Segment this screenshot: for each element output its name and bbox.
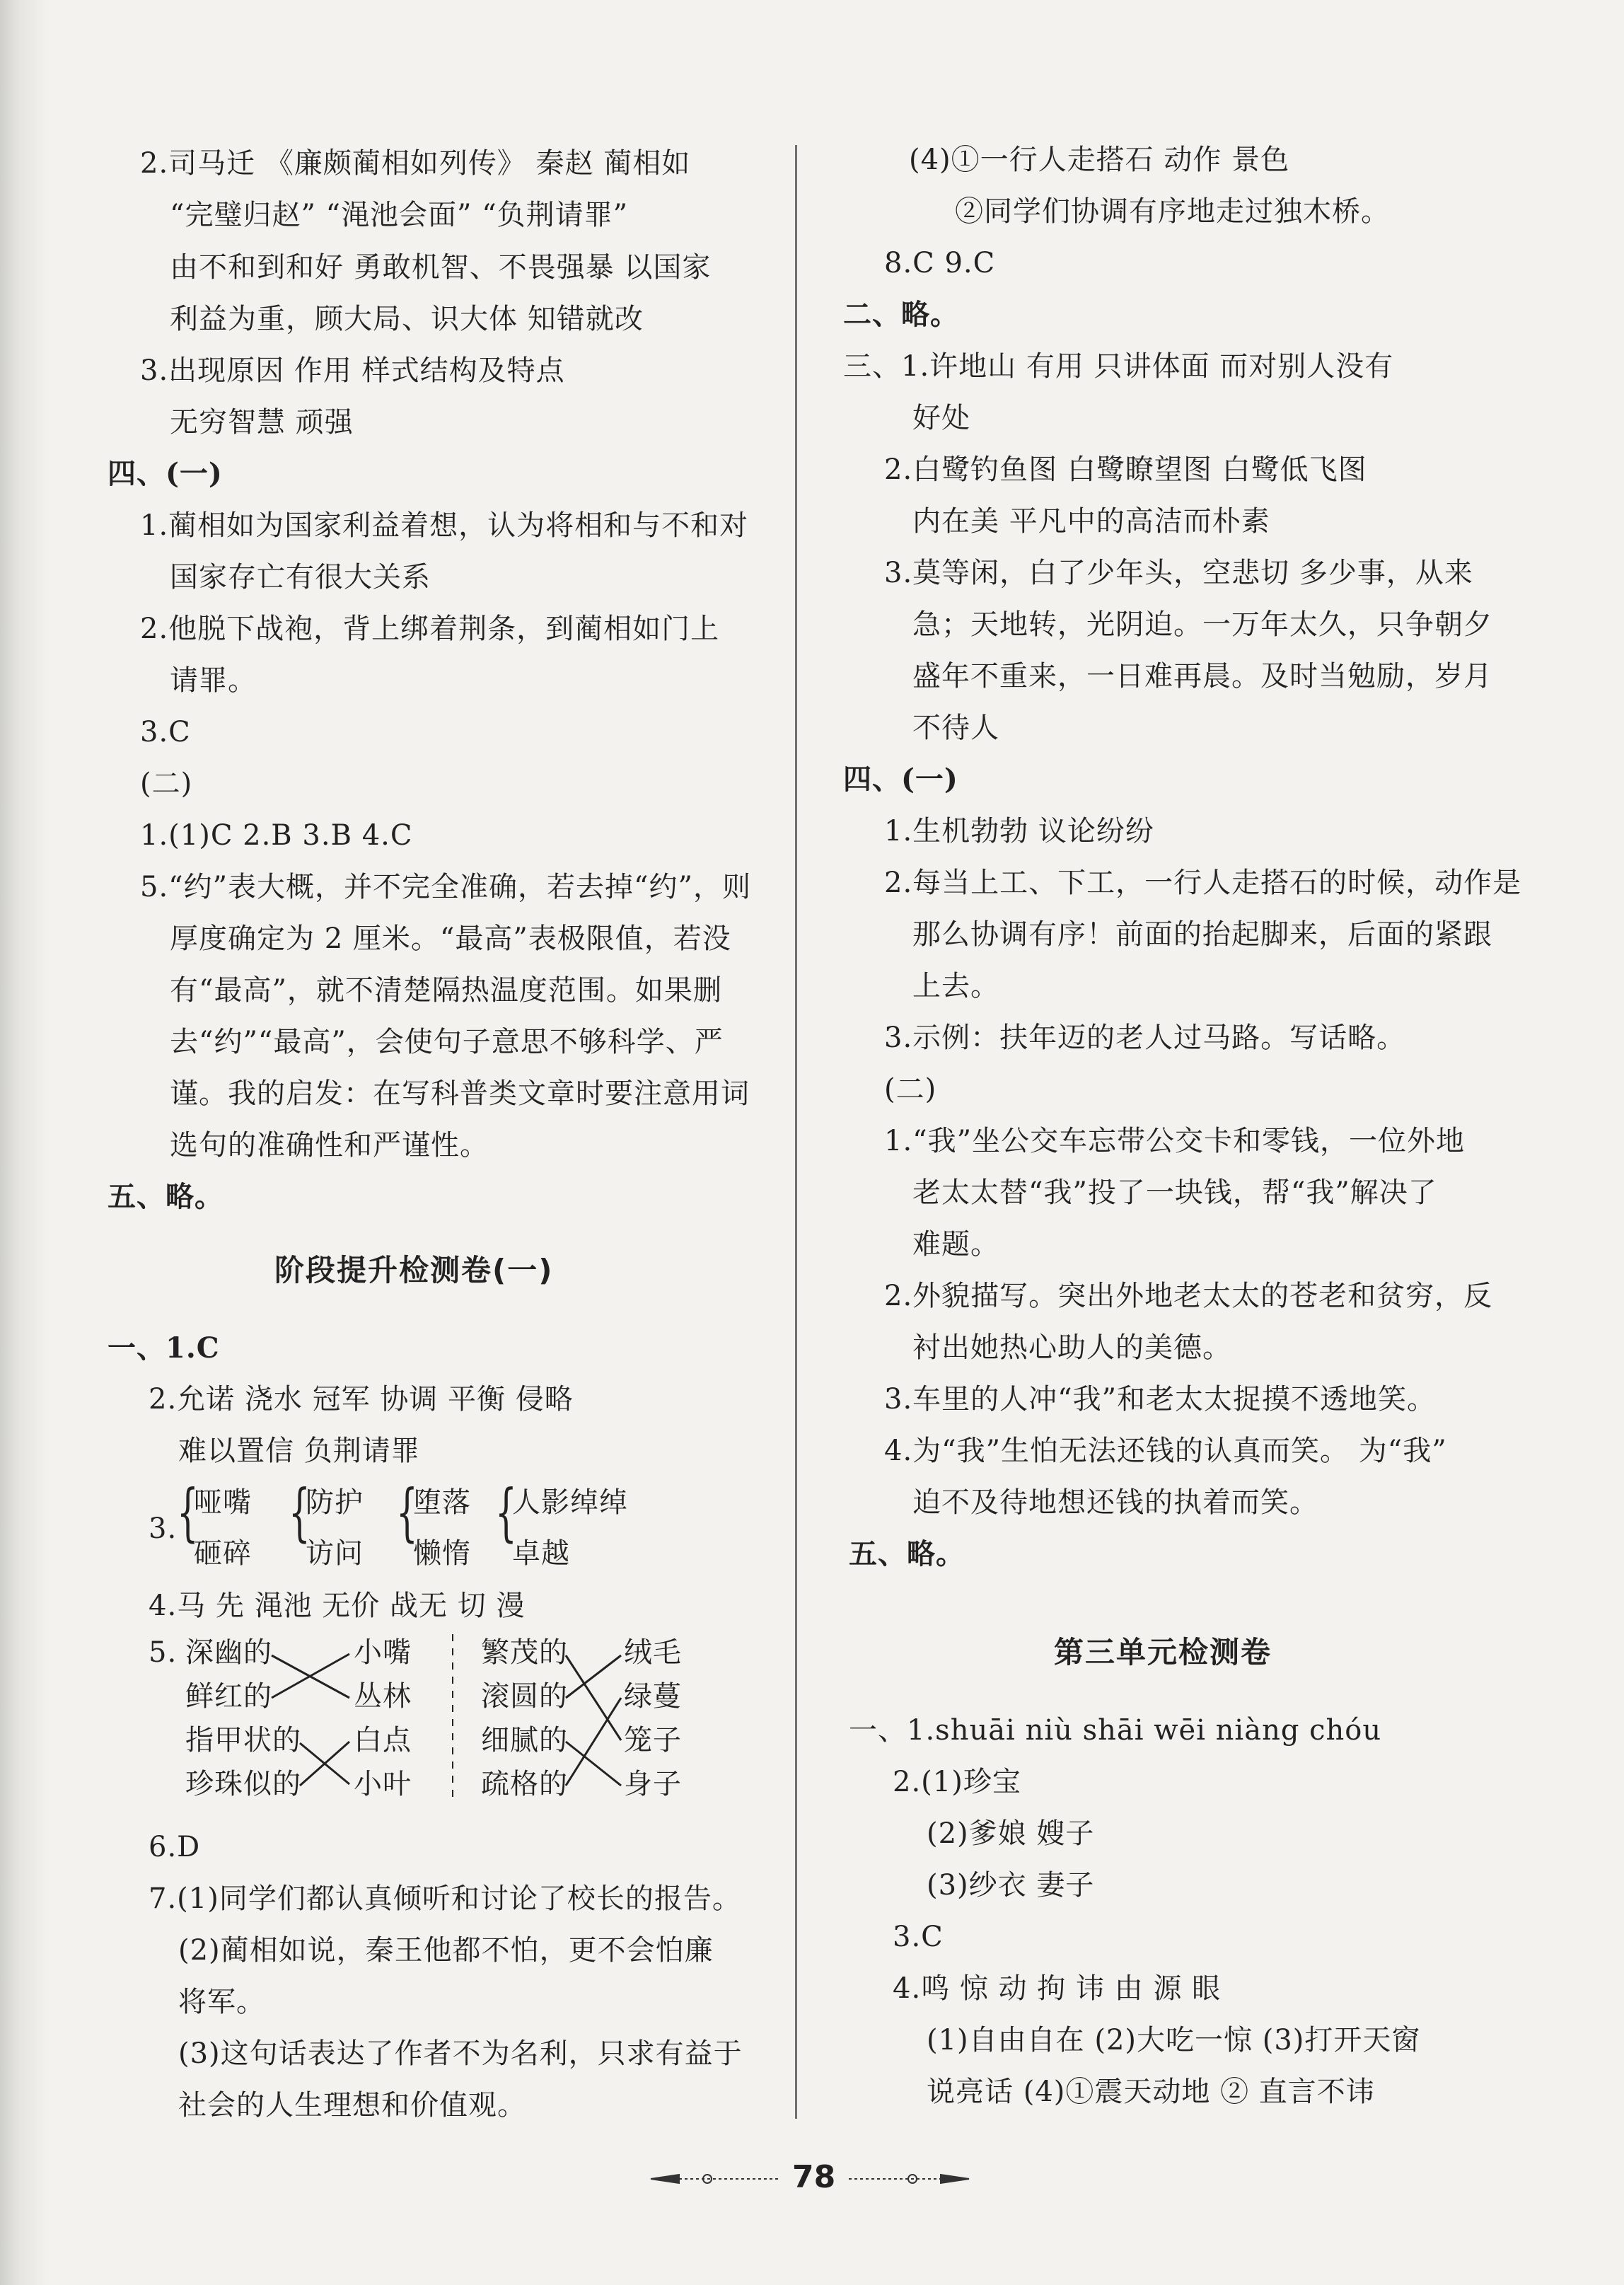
right-line: 2.白鹭钓鱼图 白鹭瞭望图 白鹭低飞图 [884,453,1367,486]
left-line: 3.C [140,716,191,748]
right-line: 3.C [893,1921,944,1953]
match-right-word: 绿蔓 [624,1680,682,1713]
match-right-word: 繁茂的 [481,1636,568,1669]
section-title: 阶段提升检测卷(一) [274,1253,554,1288]
match-line [566,1655,621,1740]
match-left-word: 珍珠似的 [185,1768,301,1800]
brace-icon: { [289,1476,311,1549]
left-line: 有“最高”，就不清楚隔热温度范围。如果删 [170,974,722,1007]
right-line: 4.鸣 惊 动 拘 讳 由 源 眼 [893,1972,1222,2005]
right-line: (二) [884,1073,937,1106]
q3-word: 砸碎 [194,1537,252,1570]
page-number: 78 [792,2159,836,2195]
left-line: “完璧归赵” “渑池会面” “负荆请罪” [170,199,629,231]
right-line: 那么协调有序！前面的抬起脚来，后面的紧跟 [912,918,1492,951]
right-line: 说亮话 (4)①震天动地 ② 直言不讳 [927,2076,1375,2108]
match-left-word: 深幽的 [185,1636,272,1669]
brace-icon: { [396,1476,418,1549]
left-line: (二) [140,768,193,800]
match-line [566,1655,621,1698]
match-left-word: 小叶 [354,1768,412,1800]
left-line: 2.司马迁 《廉颇蔺相如列传》 秦赵 蔺相如 [140,147,691,180]
right-line: 难题。 [912,1228,999,1261]
right-line: 一、1.shuāi niù shāi wēi niàng chóu [849,1714,1382,1747]
left-line: 5.“约”表大概，并不完全准确，若去掉“约”，则 [140,871,751,903]
left-line: 利益为重，顾大局、识大体 知错就改 [170,303,644,335]
right-line: (4)①一行人走搭石 动作 景色 [909,144,1290,176]
brace-icon: { [495,1476,517,1549]
left-line: 选句的准确性和严谨性。 [170,1129,489,1162]
match-line [566,1698,621,1786]
q3-word: 堕落 [413,1486,471,1519]
left-line: 一、1.C [108,1331,220,1365]
right-line: 8.C 9.C [884,247,996,279]
left-line: 请罪。 [170,664,257,697]
brace-icon: { [177,1476,199,1549]
match-right-word: 细腻的 [481,1724,568,1757]
right-line: 1.生机勃勃 议论纷纷 [884,815,1154,848]
right-line: 二、略。 [843,298,959,331]
left-line: 6.D [149,1831,201,1863]
left-line: 由不和到和好 勇敢机智、不畏强暴 以国家 [170,251,712,284]
section-title: 第三单元检测卷 [1054,1635,1272,1670]
q5-label: 5. [149,1636,178,1669]
match-left-word: 鲜红的 [185,1680,272,1713]
left-line: 去“约”“最高”，会使句子意思不够科学、严 [170,1026,724,1058]
q3-word: 懒惰 [413,1537,471,1570]
right-line: 2.外貌描写。突出外地老太太的苍老和贫穷，反 [884,1280,1493,1312]
right-line: (3)纱衣 妻子 [927,1869,1095,1902]
match-right-word: 绒毛 [624,1636,682,1669]
left-line: 谨。我的启发：在写科普类文章时要注意用词 [170,1077,750,1110]
q3-word: 访问 [306,1537,364,1570]
right-line: 上去。 [912,970,999,1002]
right-line: 3.示例：扶年迈的老人过马路。写话略。 [884,1022,1406,1054]
left-line: 1.(1)C 2.B 3.B 4.C [140,819,413,852]
right-line: 内在美 平凡中的高洁而朴素 [912,505,1270,538]
left-line: 无穷智慧 顽强 [170,406,354,439]
right-line: 五、略。 [849,1537,965,1570]
right-line: 1.“我”坐公交车忘带公交卡和零钱，一位外地 [884,1125,1466,1157]
left-line: 2.允诺 浇水 冠军 协调 平衡 侵略 [149,1383,574,1416]
right-line: 盛年不重来，一日难再晨。及时当勉励，岁月 [912,660,1492,693]
left-line: 2.他脱下战袍，背上绑着荆条，到蔺相如门上 [140,613,720,645]
q3-word: 防护 [306,1486,364,1519]
right-line: 四、(一) [843,763,958,796]
right-line: 好处 [912,402,970,434]
left-line: 五、略。 [108,1180,224,1213]
right-line: 迫不及待地想还钱的执着而笑。 [912,1486,1318,1519]
q3-word: 卓越 [512,1537,570,1570]
match-right-word: 滚圆的 [481,1680,568,1713]
right-line: 3.莫等闲，白了少年头，空悲切 多少事，从来 [884,557,1473,589]
match-left-word: 小嘴 [354,1636,412,1669]
left-line: 3.出现原因 作用 样式结构及特点 [140,354,565,387]
match-line [566,1742,621,1786]
left-line: 将军。 [178,1986,265,2018]
right-line: 2.(1)珍宝 [893,1766,1021,1798]
left-line: 4.马 先 渑池 无价 战无 切 漫 [149,1590,526,1622]
left-line: (3)这句话表达了作者不为名利，只求有益于 [178,2037,743,2070]
right-line: ②同学们协调有序地走过独木桥。 [955,195,1390,228]
q3-word: 人影绰绰 [512,1486,628,1519]
left-line: (2)蔺相如说，秦王他都不怕，更不会怕廉 [178,1934,714,1967]
right-line: (2)爹娘 嫂子 [927,1817,1095,1850]
right-line: (1)自由自在 (2)大吃一惊 (3)打开天窗 [927,2024,1421,2056]
q3-word: 哑嘴 [194,1486,252,1519]
right-line: 三、1.许地山 有用 只讲体面 而对别人没有 [843,350,1394,383]
right-line: 衬出她热心助人的美德。 [912,1331,1231,1364]
right-line: 2.每当上工、下工，一行人走搭石的时候，动作是 [884,867,1522,899]
right-line: 老太太替“我”投了一块钱，帮“我”解决了 [912,1176,1437,1209]
q3-label: 3. [149,1512,178,1545]
match-left-word: 丛林 [354,1680,412,1713]
right-line: 4.为“我”生怕无法还钱的认真而笑。 为“我” [884,1435,1447,1467]
match-right-word: 身子 [624,1768,682,1800]
right-line: 3.车里的人冲“我”和老太太捉摸不透地笑。 [884,1383,1437,1416]
left-line: 厚度确定为 2 厘米。“最高”表极限值，若没 [170,922,731,955]
right-line: 不待人 [912,712,999,744]
ornament-left-arrow [651,2175,679,2183]
ornament-right-arrow [941,2175,969,2183]
match-left-word: 指甲状的 [185,1724,301,1757]
right-line: 急；天地转，光阴迫。一万年太久，只争朝夕 [912,608,1492,641]
left-line: 7.(1)同学们都认真倾听和讨论了校长的报告。 [149,1882,741,1915]
left-line: 国家存亡有很大关系 [170,561,431,594]
left-line: 社会的人生理想和价值观。 [178,2089,526,2122]
match-right-word: 疏格的 [481,1768,568,1800]
left-line: 四、(一) [108,457,223,490]
left-line: 1.蔺相如为国家利益着想，认为将相和与不和对 [140,509,749,542]
match-right-word: 笼子 [624,1724,682,1757]
left-line: 难以置信 负荆请罪 [178,1435,420,1467]
match-left-word: 白点 [354,1724,412,1757]
